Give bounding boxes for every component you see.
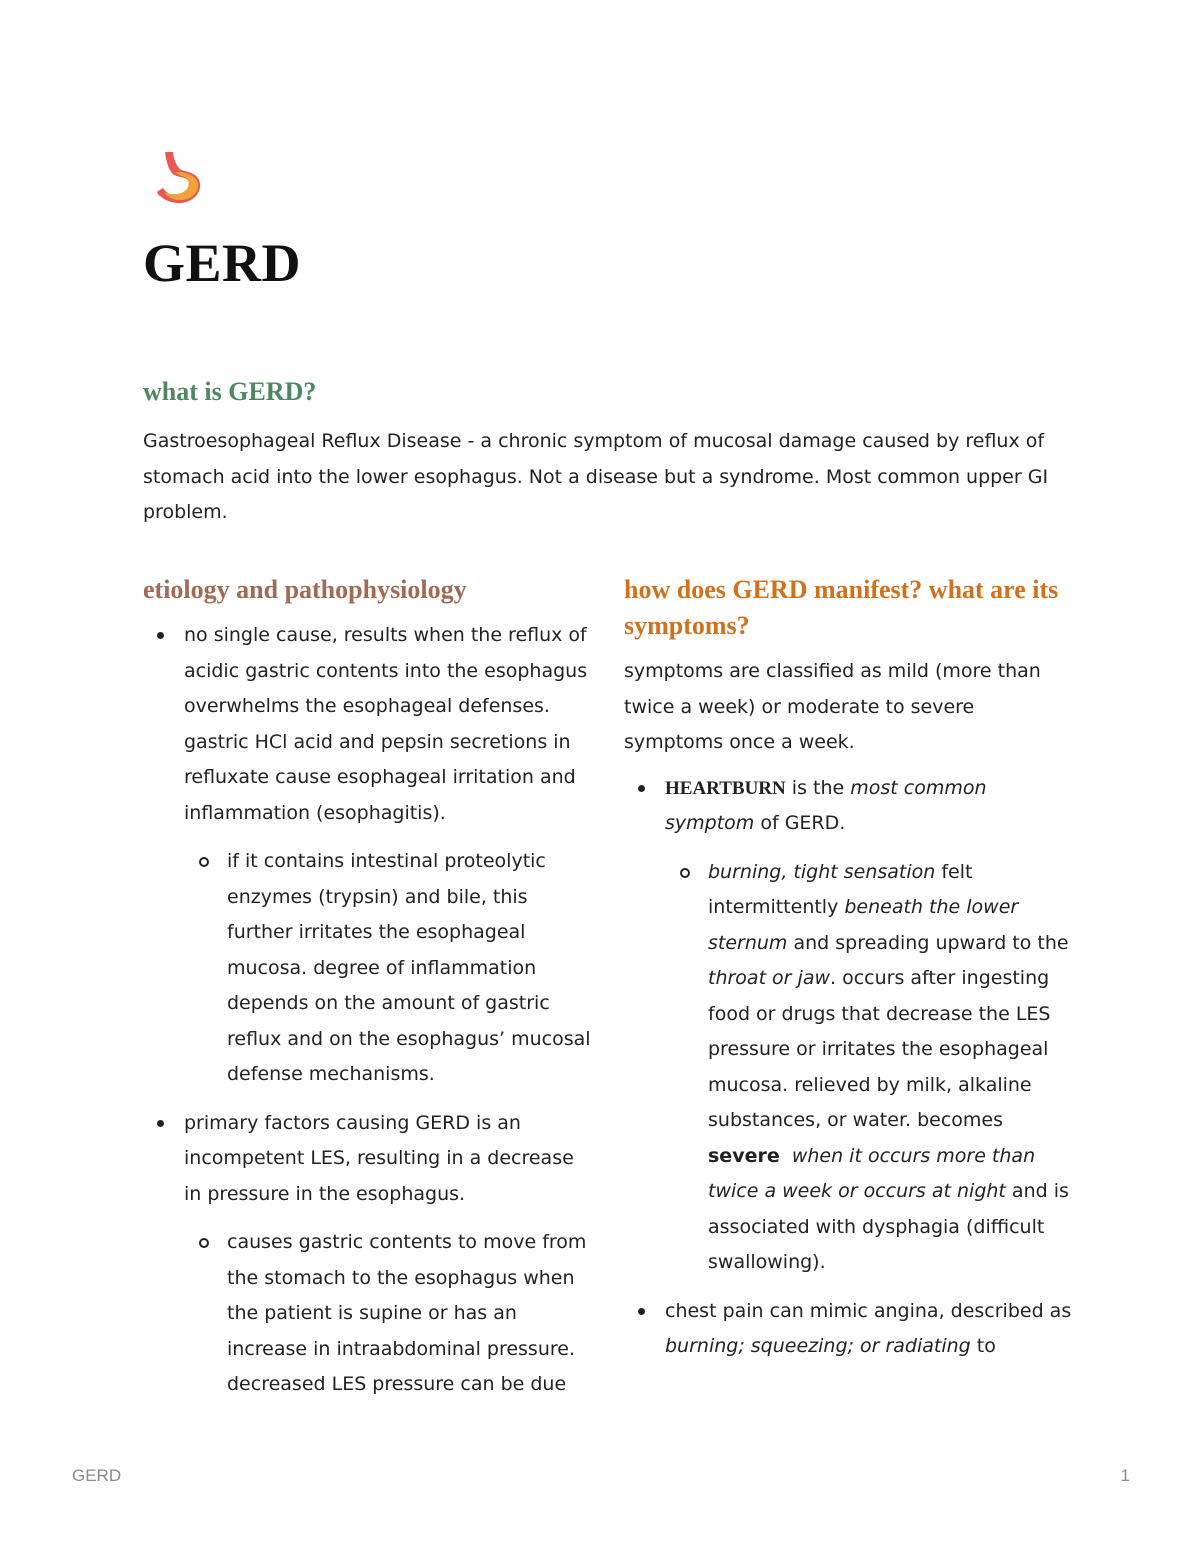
text-span: and spreading upward to the bbox=[787, 931, 1069, 954]
emphasis-text: when it occurs more than twice a week or occurs at night bbox=[708, 1144, 1036, 1202]
text-span: to bbox=[970, 1335, 996, 1357]
emphasis-text: beneath the lower sternum bbox=[708, 896, 1019, 954]
etiology-bullet-2-text: primary factors causing GERD is an incompetent LES, resulting in a decrease in pressure in the esophagus. bbox=[184, 1111, 574, 1205]
etiology-bullet-1-sub-text: if it contains intestinal proteolytic enzymes (trypsin) and bile, this further irritates the esophageal mucosa. degree of inflammation depends on the amount of gastric reflux and on the esophagus’ mucosal defense mechanisms. bbox=[227, 850, 591, 1085]
list-item bbox=[184, 1225, 593, 1403]
manifest-heading: how does GERD manifest? what are its symptoms? bbox=[624, 575, 1059, 640]
list-item bbox=[143, 1106, 593, 1403]
list-item bbox=[665, 855, 1074, 1281]
text-span: . occurs after ingesting food or drugs that decrease the LES pressure or irritates the esophageal mucosa. relieved by milk, alkaline substances, or water. becomes bbox=[708, 967, 1051, 1131]
text-span bbox=[780, 1145, 792, 1167]
footer-document-name: GERD bbox=[72, 1466, 122, 1485]
emphasis-text: burning, tight sensation bbox=[708, 860, 936, 883]
etiology-bullet-2-sub-text: causes gastric contents to move from the stomach to the esophagus when the patient is supine or has an increase in intraabdominal pressure. decreased LES pressure can be due bbox=[227, 1231, 587, 1395]
stomach-icon bbox=[143, 148, 213, 208]
list-item bbox=[143, 618, 593, 1093]
emphasis-text: burning; squeezing; or radiating bbox=[665, 1335, 971, 1357]
intro-paragraph: Gastroesophageal Reflux Disease - a chronic symptom of mucosal damage caused by reflux of stomach acid into the lower esophagus. Not a disease but a syndrome. Most common upper GI problem. bbox=[143, 430, 1049, 523]
manifest-list bbox=[624, 771, 1074, 1365]
footer-page-number: 1 bbox=[1120, 1466, 1130, 1485]
heartburn-term: HEARTBURN bbox=[665, 777, 786, 799]
intro-heading: what is GERD? bbox=[143, 377, 317, 406]
manifest-column bbox=[624, 572, 1074, 1378]
text-span: of GERD. bbox=[754, 812, 846, 834]
text-span: chest pain can mimic angina, described as bbox=[665, 1299, 1072, 1322]
etiology-column bbox=[143, 572, 593, 1416]
list-item bbox=[624, 1294, 1074, 1365]
emphasis-text: throat or jaw bbox=[708, 967, 830, 989]
text-span: and is associated with dysphagia (difficult swallowing). bbox=[708, 1180, 1069, 1273]
list-item bbox=[624, 771, 1074, 1281]
etiology-heading: etiology and pathophysiology bbox=[143, 575, 467, 604]
text-span: felt intermittently bbox=[708, 860, 973, 918]
list-item bbox=[184, 844, 593, 1093]
etiology-list bbox=[143, 618, 593, 1403]
etiology-bullet-1-text: no single cause, results when the reflux of acidic gastric contents into the esophagus overwhelms the esophageal defenses. gastric HCl acid and pepsin secretions in refluxate cause esophageal irritation and inflammation (esophagitis). bbox=[184, 624, 588, 824]
document-title: GERD bbox=[143, 233, 302, 293]
manifest-paragraph: symptoms are classified as mild (more than twice a week) or moderate to severe symptoms once a week. bbox=[624, 660, 1041, 753]
text-span: is the bbox=[785, 776, 851, 799]
emphasis-text: most common symptom bbox=[665, 776, 987, 834]
bold-text: severe bbox=[708, 1144, 780, 1167]
